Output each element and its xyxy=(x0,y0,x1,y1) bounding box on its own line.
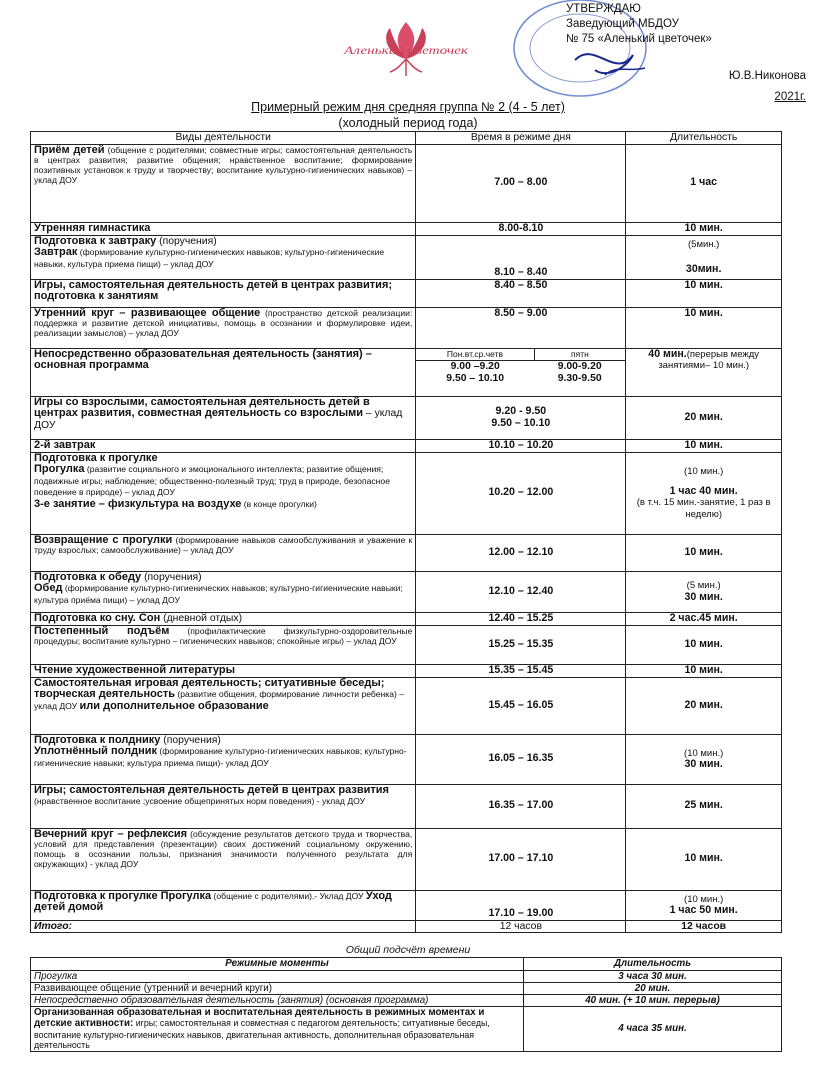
summary-label: Прогулка xyxy=(31,970,524,982)
time-cell xyxy=(416,348,626,396)
header-time: Время в режиме дня xyxy=(416,132,626,145)
time-cell: 15.45 – 16.05 xyxy=(416,677,626,734)
activity-cell: 2-й завтрак xyxy=(31,439,416,452)
duration-cell: 25 мин. xyxy=(626,784,782,828)
duration-cell: 10 мин. xyxy=(626,222,782,235)
approval-position: Заведующий МБДОУ xyxy=(566,18,679,30)
kindergarten-logo xyxy=(316,4,496,80)
header-activity: Виды деятельности xyxy=(31,132,416,145)
table-row xyxy=(31,396,782,439)
time-cell: 15.25 – 15.35 xyxy=(416,625,626,664)
duration-cell: 40 мин.(перерыв между занятиями– 10 мин.) xyxy=(626,348,782,396)
approval-block xyxy=(566,2,806,105)
document-subtitle: (холодный период года) xyxy=(338,116,478,130)
time-cell: 16.35 – 17.00 xyxy=(416,784,626,828)
duration-cell: (10 мин.) 1 час 40 мин. (в т.ч. 15 мин.-занятие, 1 раз в неделю) xyxy=(626,452,782,534)
activity-cell: Игры, самостоятельная деятельность детей в центрах развития; подготовка к занятиям xyxy=(31,279,416,307)
activity-cell: Подготовка к прогулке Прогулка (развитие социального и эмоционального интеллекта; развитие общения; подвижные игры; наблюдение; общественно-полезный труд; труд в природе, безопасное поведение в природе) – уклад ДОУ 3-е занятие – физкультура на воздухе (в конце прогулки) xyxy=(31,452,416,534)
duration-cell: (10 мин.) 1 час 50 мин. xyxy=(626,890,782,920)
time-cell: 8.10 – 8.40 xyxy=(416,235,626,279)
summary-row xyxy=(31,994,782,1006)
duration-cell: 10 мин. xyxy=(626,828,782,890)
table-row xyxy=(31,625,782,664)
summary-row xyxy=(31,970,782,982)
days-fri: пятн xyxy=(534,349,625,361)
time-value: 9.30-9.50 xyxy=(557,372,602,384)
weekday-times xyxy=(416,349,625,385)
table-row xyxy=(31,664,782,677)
table-row xyxy=(31,534,782,571)
time-cell: 17.10 – 19.00 xyxy=(416,890,626,920)
activity-cell: Подготовка к обеду (поручения) Обед (формирование культурно-гигиенических навыков; культурно-гигиенические навыки; культура приёма пищи) – уклад ДОУ xyxy=(31,571,416,612)
approval-heading: УТВЕРЖДАЮ xyxy=(566,3,641,15)
total-time: 12 часов xyxy=(416,920,626,933)
activity-cell: Вечерний круг – рефлексия (обсуждение результатов детского труда и творчества, условий для представления (презентации) своих достижений социальному окружению, помощь в осознании пользы, признания значимости полученного результата для окружающих) - уклад ДОУ xyxy=(31,828,416,890)
summary-header-duration: Длительность xyxy=(524,958,782,971)
table-row xyxy=(31,439,782,452)
table-row xyxy=(31,571,782,612)
time-value: 9.50 – 10.10 xyxy=(446,372,505,384)
time-cell: 10.20 – 12.00 xyxy=(416,452,626,534)
table-row xyxy=(31,452,782,534)
summary-row xyxy=(31,1006,782,1051)
table-row xyxy=(31,784,782,828)
duration-cell: 10 мин. xyxy=(626,625,782,664)
table-row xyxy=(31,279,782,307)
duration-cell: 2 час.45 мин. xyxy=(626,612,782,625)
table-row xyxy=(31,612,782,625)
duration-cell: 10 мин. xyxy=(626,279,782,307)
total-label: Итого: xyxy=(31,920,416,933)
activity-cell: Игры со взрослыми, самостоятельная деятельность детей в центрах развития, совместная деятельность со взрослыми – уклад ДОУ xyxy=(31,396,416,439)
document-title: Примерный режим дня средняя группа № 2 (4 - 5 лет) xyxy=(251,100,565,114)
time-cell: 15.35 – 15.45 xyxy=(416,664,626,677)
table-row xyxy=(31,222,782,235)
total-duration: 12 часов xyxy=(626,920,782,933)
time-cell: 7.00 – 8.00 xyxy=(416,144,626,222)
duration-cell: (10 мин.) 30 мин. xyxy=(626,734,782,784)
duration-cell: 1 час xyxy=(626,144,782,222)
activity-cell: Утренний круг – развивающее общение (пространство детской реализации: поддержка и развитие детской инициативы, помощь в осознании и формулировке идеи, реализации замыслов) – уклад ДОУ xyxy=(31,307,416,348)
table-row xyxy=(31,734,782,784)
summary-duration: 40 мин. (+ 10 мин. перерыв) xyxy=(524,994,782,1006)
summary-duration: 20 мин. xyxy=(524,982,782,994)
duration-cell: 20 мин. xyxy=(626,677,782,734)
duration-cell: 10 мин. xyxy=(626,307,782,348)
summary-header-row xyxy=(31,958,782,971)
header-duration: Длительность xyxy=(626,132,782,145)
table-row xyxy=(31,235,782,279)
summary-label: Развивающее общение (утренний и вечерний круги) xyxy=(31,982,524,994)
summary-caption: Общий подсчёт времени xyxy=(345,944,471,956)
duration-cell: 20 мин. xyxy=(626,396,782,439)
summary-label: Организованная образовательная и воспитательная деятельность в режимных моментах и детские активности: игры; самостоятельная и совместная с педагогом деятельность; ситуативные беседы, воспитание культурно-гигиенических навыков, двигательная активность, дополнительная образовательная деятельность xyxy=(31,1006,524,1051)
activity-cell: Подготовка к полднику (поручения) Уплотнённый полдник (формирование культурно-гигиенических навыков; культурно-гигиенические навыки; культура приема пищи)- уклад ДОУ xyxy=(31,734,416,784)
activity-cell: Возвращение с прогулки (формирование навыков самообслуживания и уважение к труду взрослых; самообслуживание) – уклад ДОУ xyxy=(31,534,416,571)
table-row xyxy=(31,677,782,734)
table-row xyxy=(31,890,782,920)
activity-cell: Подготовка к прогулке Прогулка (общение с родителями).- Уклад ДОУ Уход детей домой xyxy=(31,890,416,920)
time-cell: 12.40 – 15.25 xyxy=(416,612,626,625)
duration-cell: (5мин.) 30мин. xyxy=(626,235,782,279)
time-cell: 12.10 – 12.40 xyxy=(416,571,626,612)
duration-cell: 10 мин. xyxy=(626,439,782,452)
summary-duration: 4 часа 35 мин. xyxy=(524,1006,782,1051)
activity-cell: Самостоятельная игровая деятельность; ситуативные беседы; творческая деятельность (развитие общения, формирование личности ребенка) – уклад ДОУ или дополнительное образование xyxy=(31,677,416,734)
summary-duration: 3 часа 30 мин. xyxy=(524,970,782,982)
summary-row xyxy=(31,982,782,994)
time-cell: 9.20 - 9.50 9.50 – 10.10 xyxy=(416,396,626,439)
activity-cell: Чтение художественной литературы xyxy=(31,664,416,677)
total-row xyxy=(31,920,782,933)
duration-cell: 10 мин. xyxy=(626,534,782,571)
summary-header-moments: Режимные моменты xyxy=(31,958,524,971)
activity-cell: Подготовка к завтраку (поручения) Завтрак (формирование культурно-гигиенических навыков; культурно-гигиенические навыки, культура приема пищи) – уклад ДОУ xyxy=(31,235,416,279)
time-cell: 12.00 – 12.10 xyxy=(416,534,626,571)
duration-cell: 10 мин. xyxy=(626,664,782,677)
table-row xyxy=(31,307,782,348)
activity-cell: Приём детей (общение с родителями; совместные игры; самостоятельная деятельность в центрах развития; развитие общения; нравственное воспитание; формирование позитивных установок к труду и творчеству; воспитание культурно-гигиенических навыков) – уклад ДОУ xyxy=(31,144,416,222)
time-value: 9.00 –9.20 xyxy=(450,361,500,373)
time-cell: 10.10 – 10.20 xyxy=(416,439,626,452)
logo-name: Аленький цветочек xyxy=(342,43,469,57)
activity-cell: Утренняя гимнастика xyxy=(31,222,416,235)
time-cell: 17.00 – 17.10 xyxy=(416,828,626,890)
approval-year: 2021г. xyxy=(774,91,806,103)
summary-table xyxy=(30,957,782,1052)
time-cell: 8.50 – 9.00 xyxy=(416,307,626,348)
summary-label: Непосредственно образовательная деятельность (занятия) (основная программа) xyxy=(31,994,524,1006)
time-value: 9.00-9.20 xyxy=(557,361,602,373)
time-cell: 8.40 – 8.50 xyxy=(416,279,626,307)
activity-cell: Игры; самостоятельная деятельность детей в центрах развития (нравственное воспитание ;усвоение общепринятых норм поведения) - уклад ДОУ xyxy=(31,784,416,828)
duration-cell: (5 мин.) 30 мин. xyxy=(626,571,782,612)
time-cell: 16.05 – 16.35 xyxy=(416,734,626,784)
days-mon-thu: Пон.вт.ср.четв xyxy=(416,349,534,361)
table-row xyxy=(31,828,782,890)
table-row xyxy=(31,144,782,222)
table-header-row xyxy=(31,132,782,145)
activity-cell: Непосредственно образовательная деятельность (занятия) – основная программа xyxy=(31,348,416,396)
activity-cell: Постепенный подъём (профилактические физкультурно-оздоровительные процедуры; воспитание культурно – гигиенических навыков; спокойные игры) – уклад ДОУ xyxy=(31,625,416,664)
activity-cell: Подготовка ко сну. Сон (дневной отдых) xyxy=(31,612,416,625)
approval-signer: Ю.В.Никонова xyxy=(728,70,806,82)
schedule-table xyxy=(30,131,782,933)
flower-emblem-icon xyxy=(316,4,496,80)
approval-organization: № 75 «Аленький цветочек» xyxy=(566,33,712,45)
time-cell: 8.00-8.10 xyxy=(416,222,626,235)
table-row xyxy=(31,348,782,396)
